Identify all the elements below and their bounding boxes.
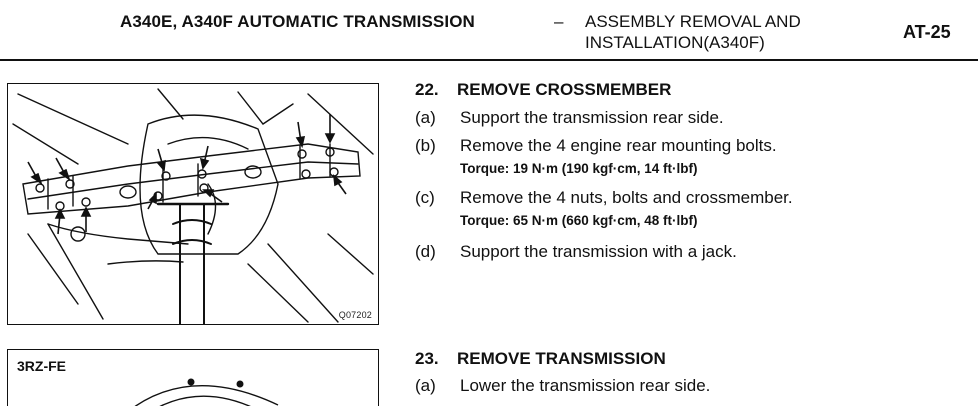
header-subtitle-line2: INSTALLATION(A340F) [585, 33, 765, 52]
item-text: Lower the transmission rear side. [460, 376, 711, 395]
header-dash: – [554, 12, 564, 31]
step-23-item-a [415, 376, 710, 396]
step-22-item-a [415, 108, 724, 128]
step-number: 23. [415, 349, 439, 368]
step-22-title [415, 80, 671, 100]
item-tag: (a) [415, 108, 436, 127]
transmission-figure [7, 349, 379, 406]
header-rule [0, 59, 978, 61]
step-number: 22. [415, 80, 439, 99]
figure-label: 3RZ-FE [17, 358, 66, 374]
step-title-text: REMOVE CROSSMEMBER [457, 80, 672, 99]
item-text: Remove the 4 nuts, bolts and crossmember. [460, 188, 793, 207]
step-22-item-c-torque: Torque: 65 N·m (660 kgf·cm, 48 ft·lbf) [460, 213, 698, 228]
crossmember-figure [7, 83, 379, 325]
bellhousing-illustration [8, 350, 378, 406]
crossmember-illustration [8, 84, 378, 324]
step-title-text: REMOVE TRANSMISSION [457, 349, 666, 368]
item-text: Support the transmission rear side. [460, 108, 724, 127]
header-title: A340E, A340F AUTOMATIC TRANSMISSION [120, 12, 475, 31]
item-tag: (b) [415, 136, 436, 155]
item-tag: (d) [415, 242, 436, 261]
item-text: Support the transmission with a jack. [460, 242, 737, 261]
step-22-item-b [415, 136, 777, 156]
step-23-title [415, 349, 666, 369]
item-text: Remove the 4 engine rear mounting bolts. [460, 136, 777, 155]
header-subtitle-line1: ASSEMBLY REMOVAL AND [585, 12, 801, 31]
figure-code: Q07202 [338, 310, 372, 320]
page-number: AT-25 [903, 22, 951, 42]
step-22-item-d [415, 242, 737, 262]
step-22-item-c [415, 188, 793, 208]
item-tag: (a) [415, 376, 436, 395]
step-22-item-b-torque: Torque: 19 N·m (190 kgf·cm, 14 ft·lbf) [460, 161, 698, 176]
item-tag: (c) [415, 188, 435, 207]
